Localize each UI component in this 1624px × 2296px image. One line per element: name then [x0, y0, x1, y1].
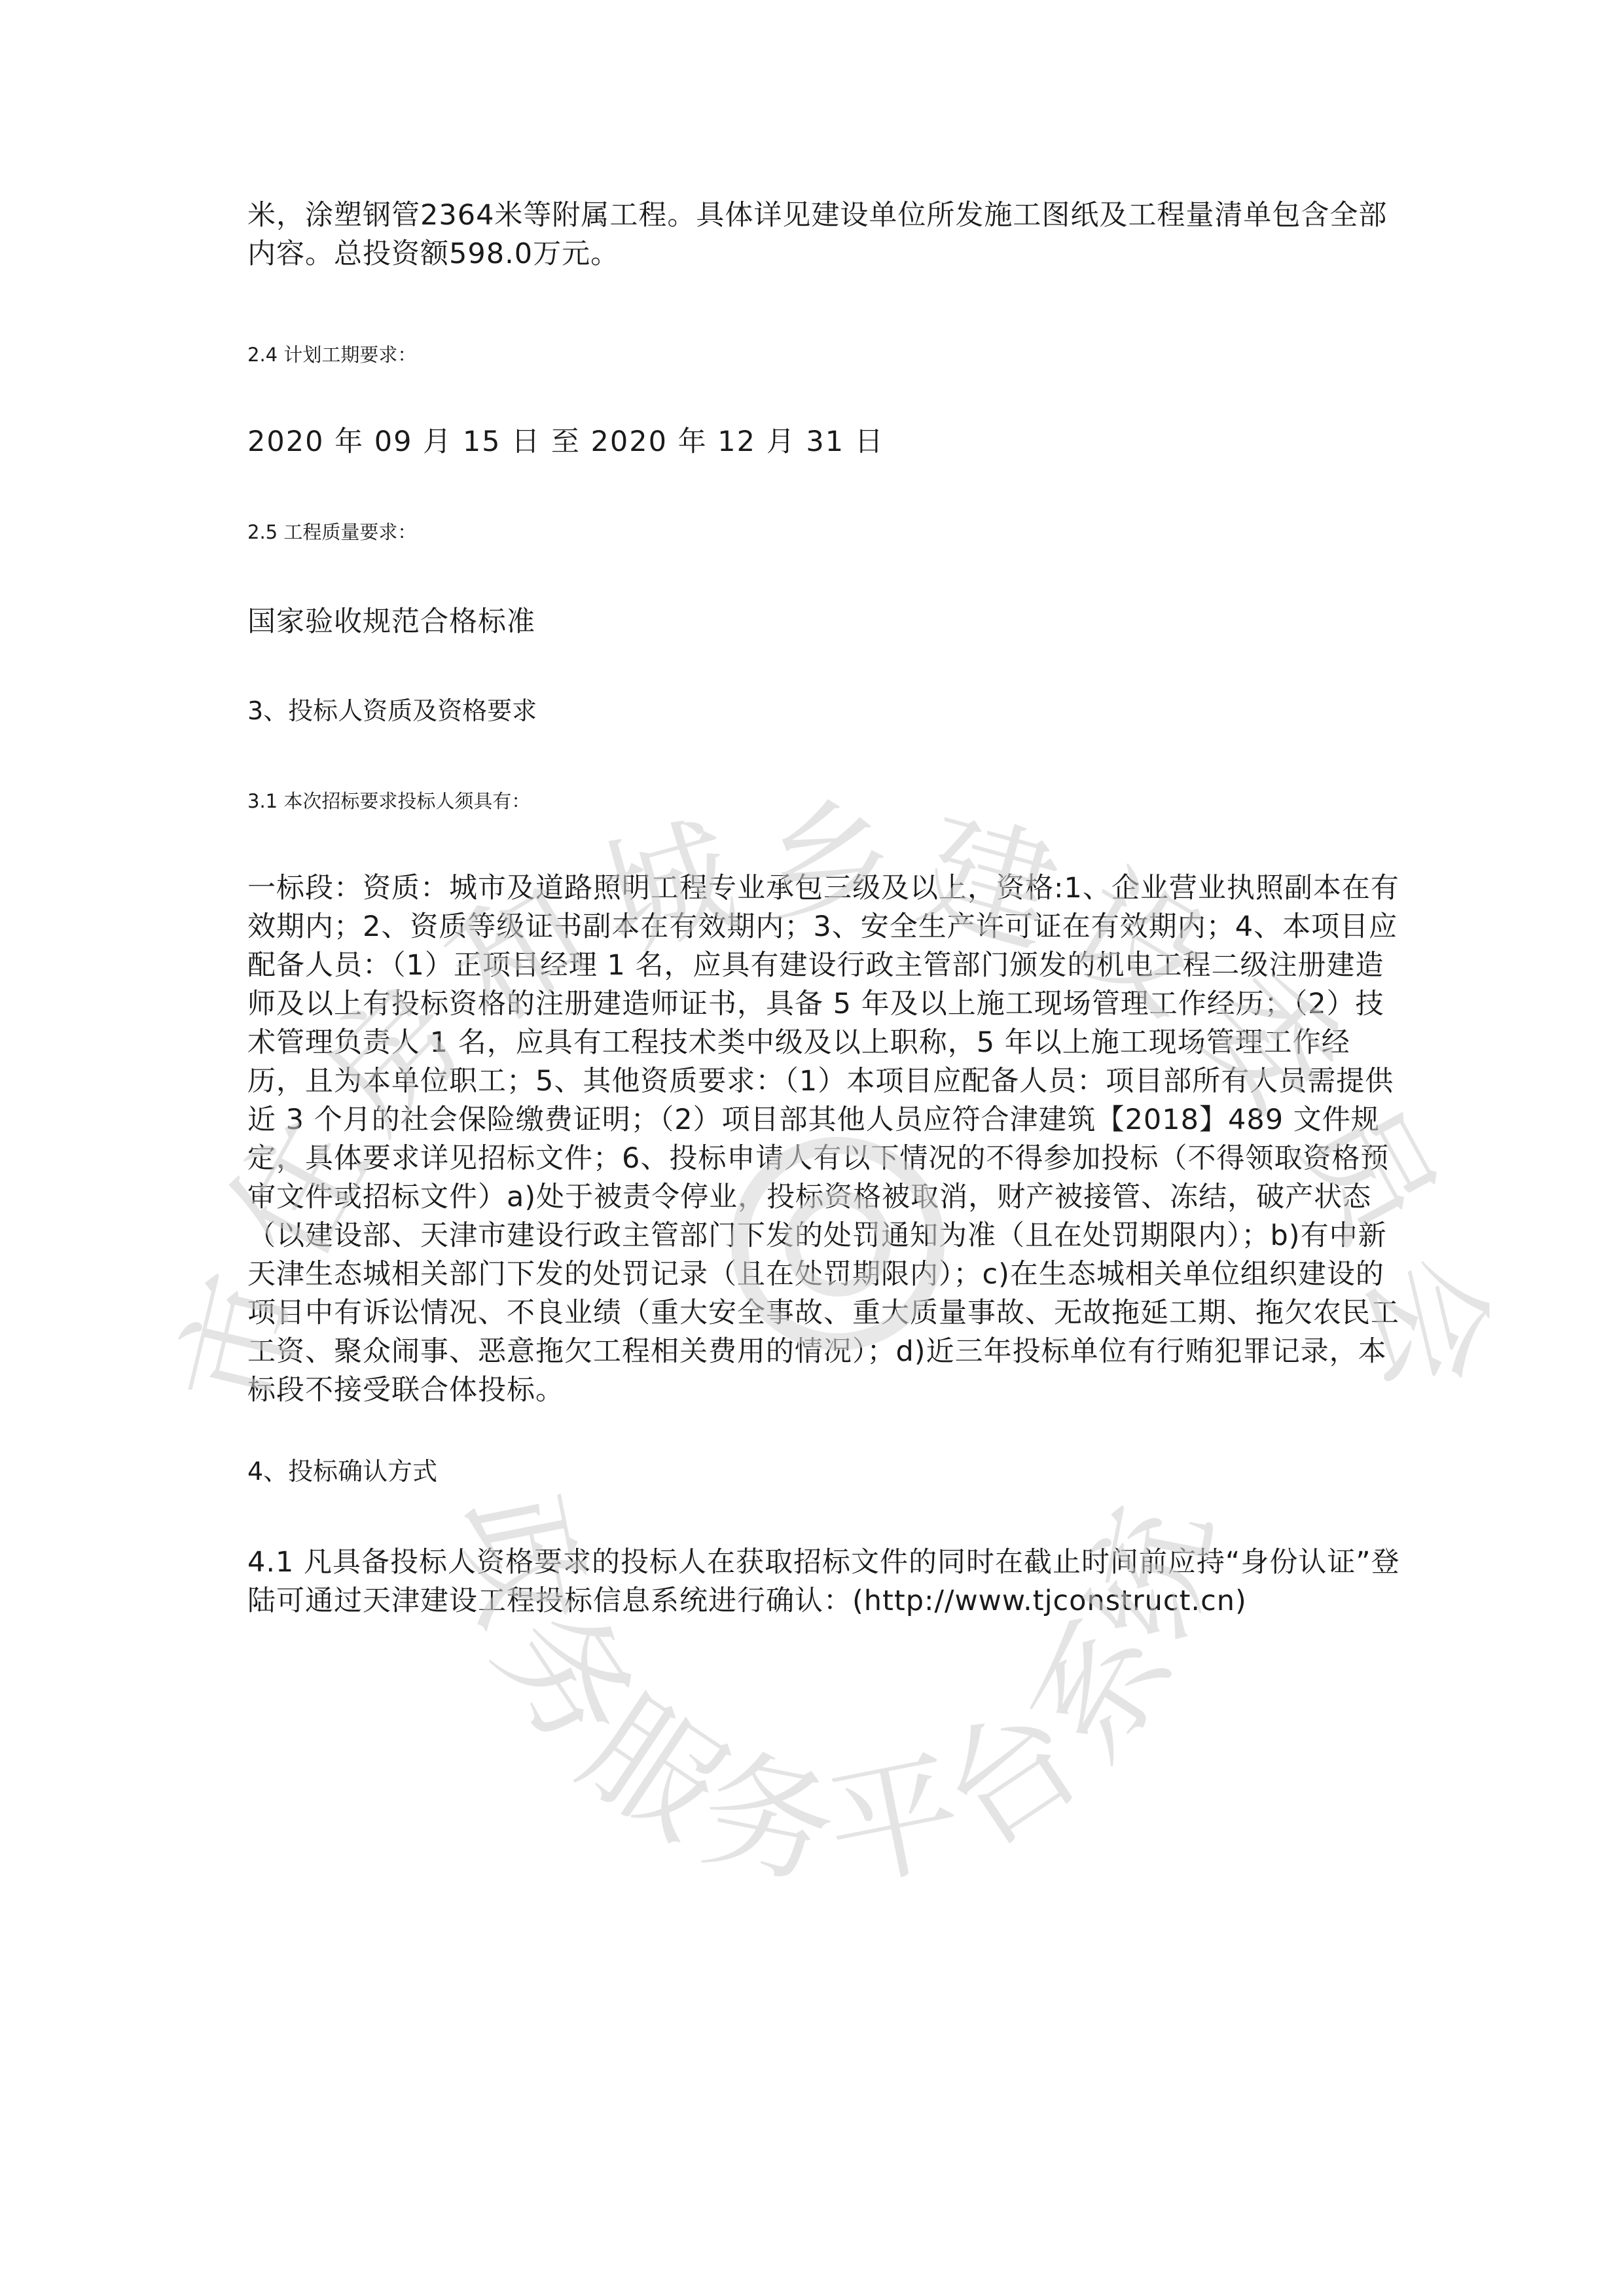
intro-paragraph: 米，涂塑钢管2364米等附属工程。具体详见建设单位所发施工图纸及工程量清单包含全部内容。总投资额598.0万元。: [247, 199, 1388, 270]
watermark-outer-text: 市住房和城乡建设委员会: [154, 789, 1521, 1424]
bid-confirmation-paragraph: 4.1 凡具备投标人资格要求的投标人在获取招标文件的同时在截止时间前应持“身份认证”登陆可通过天津建设工程投标信息系统进行确认：(http://www.tjconstruct.cn): [247, 1546, 1400, 1617]
section-2-4-heading: 2.4 计划工期要求：: [247, 344, 417, 366]
section-3-heading: 3、投标人资质及资格要求: [247, 696, 537, 725]
construction-period: 2020 年 09 月 15 日 至 2020 年 12 月 31 日: [247, 425, 884, 458]
quality-requirement: 国家验收规范合格标准: [247, 605, 535, 638]
document-content: [247, 196, 1406, 1621]
section-3-1-heading: 3.1 本次招标要求投标人须具有：: [247, 790, 531, 812]
qualification-paragraph: 一标段：资质：城市及道路照明工程专业承包三级及以上，资格:1、企业营业执照副本在有效期内；2、资质等级证书副本在有效期内；3、安全生产许可证在有效期内；4、本项目应配备人员：（1）正项目经理 1 名，应具有建设行政主管部门颁发的机电工程二级注册建造师及以上有投标资格的注册建造师证书，具备 5 年及以上施工现场管理工作经历；（2）技术管理负责人 1 名，应具有工程技术类中级及以上职称，5 年以上施工现场管理工作经历，且为本单位职工；5、其他资质要求：（1）本项目应配备人员：项目部所有人员需提供近 3 个月的社会保险缴费证明；（2）项目部其他人员应符合津建筑【2018】489 文件规定，具体要求详见招标文件；6、投标申请人有以下情况的不得参加投标（不得领取资格预审文件或招标文件）a)处于被责令停业，投标资格被取消，财产被接管、冻结，破产状态（以建设部、天津市建设行政主管部门下发的处罚通知为准（且在处罚期限内）；b)有中新天津生态城相关部门下发的处罚记录（且在处罚期限内）；c)在生态城相关单位组织建设的项目中有诉讼情况、不良业绩（重大安全事故、重大质量事故、无故拖延工期、拖欠农民工工资、聚众闹事、恶意拖欠工程相关费用的情况）；d)近三年投标单位有行贿犯罪记录，本标段不接受联合体投标。: [247, 872, 1399, 1407]
section-4-heading: 4、投标确认方式: [247, 1457, 438, 1486]
section-2-5-heading: 2.5 工程质量要求：: [247, 521, 417, 543]
watermark-inner-text: 政务服务平台系统: [433, 1482, 1242, 1910]
